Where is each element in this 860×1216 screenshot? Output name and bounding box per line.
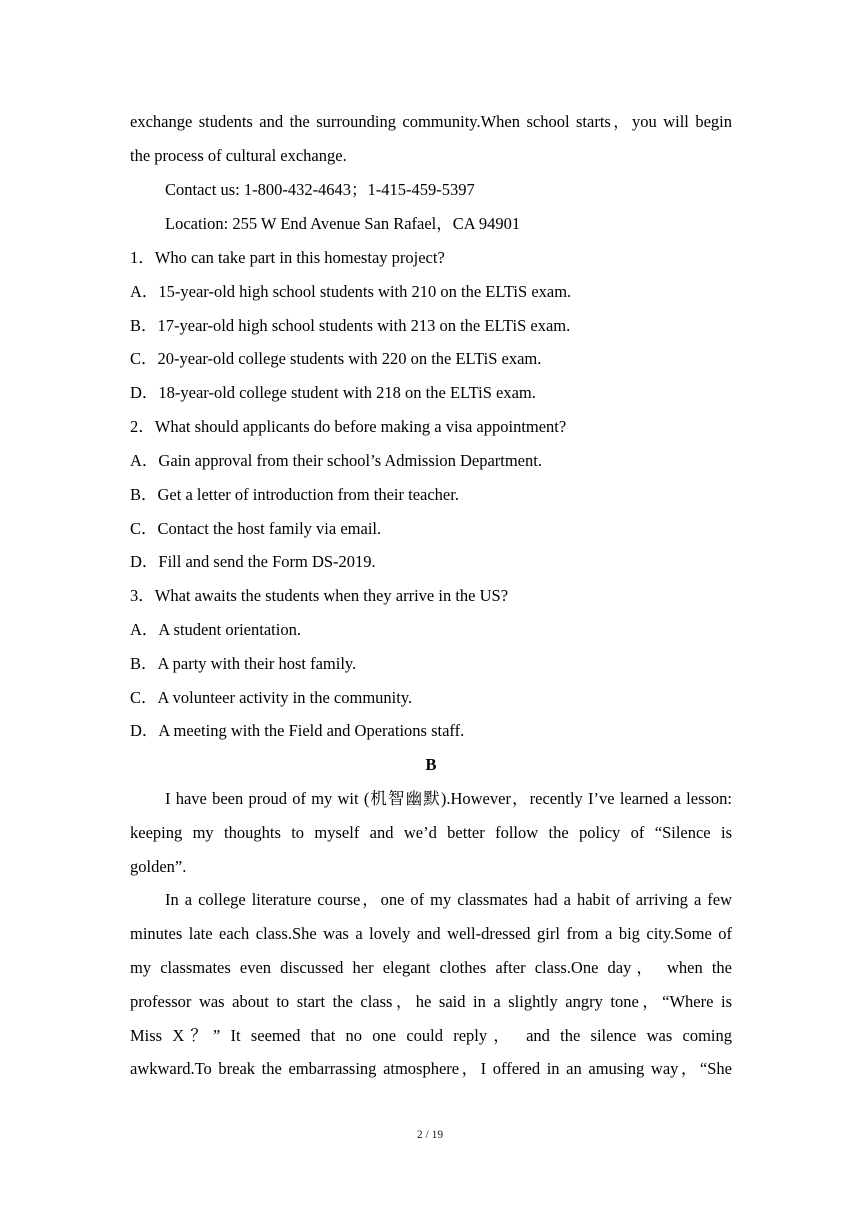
question-2-option-b: B．Get a letter of introduction from their teacher. <box>130 485 459 504</box>
paragraph-2-line-6: awkward.To break the embarrassing atmosphere，I offered in an amusing way，“She <box>130 1059 732 1078</box>
paragraph-1-line-3: golden”. <box>130 857 187 876</box>
paragraph-2-line-1: In a college literature course，one of my classmates had a habit of arriving a few <box>165 890 732 909</box>
section-b-heading: B <box>425 755 437 774</box>
intro-line-2: the process of cultural exchange. <box>130 146 347 165</box>
question-2-option-c: C．Contact the host family via email. <box>130 519 382 538</box>
question-1-option-a: A．15-year-old high school students with 210 on the ELTiS exam. <box>130 282 572 301</box>
question-1-option-c: C．20-year-old college students with 220 on the ELTiS exam. <box>130 349 542 368</box>
question-1-option-b: B．17-year-old high school students with 213 on the ELTiS exam. <box>130 316 571 335</box>
location-info: Location: 255 W End Avenue San Rafael，CA 94901 <box>165 214 521 233</box>
page-number: 2 / 19 <box>416 1129 444 1141</box>
question-3-option-b: B．A party with their host family. <box>130 654 357 673</box>
question-2-option-a: A．Gain approval from their school’s Admission Department. <box>130 451 542 470</box>
paragraph-2-line-4: professor was about to start the class，he said in a slightly angry tone，“Where is <box>130 992 732 1011</box>
paragraph-2-line-3: my classmates even discussed her elegant clothes after class.One day， when the <box>130 958 732 977</box>
paragraph-2-line-2: minutes late each class.She was a lovely and well-dressed girl from a big city.Some of <box>130 924 732 943</box>
question-2-stem: 2．What should applicants do before making a visa appointment? <box>130 417 567 436</box>
paragraph-1-line-1: I have been proud of my wit (机智幽默).However，recently I’ve learned a lesson: <box>165 789 732 808</box>
question-1-option-d: D．18-year-old college student with 218 on the ELTiS exam. <box>130 383 536 402</box>
paragraph-2-line-5: Miss X？” It seemed that no one could reply， and the silence was coming <box>130 1026 732 1045</box>
question-3-option-a: A．A student orientation. <box>130 620 301 639</box>
question-2-option-d: D．Fill and send the Form DS-2019. <box>130 552 376 571</box>
question-3-option-c: C．A volunteer activity in the community. <box>130 688 413 707</box>
intro-line-1: exchange students and the surrounding community.When school starts，you will begin <box>130 112 732 131</box>
contact-info: Contact us: 1-800-432-4643；1-415-459-5397 <box>165 180 475 199</box>
question-1-stem: 1．Who can take part in this homestay project? <box>130 248 445 267</box>
paragraph-1-line-2: keeping my thoughts to myself and we’d better follow the policy of “Silence is <box>130 823 732 842</box>
question-3-option-d: D．A meeting with the Field and Operations staff. <box>130 721 465 740</box>
question-3-stem: 3．What awaits the students when they arrive in the US? <box>130 586 509 605</box>
